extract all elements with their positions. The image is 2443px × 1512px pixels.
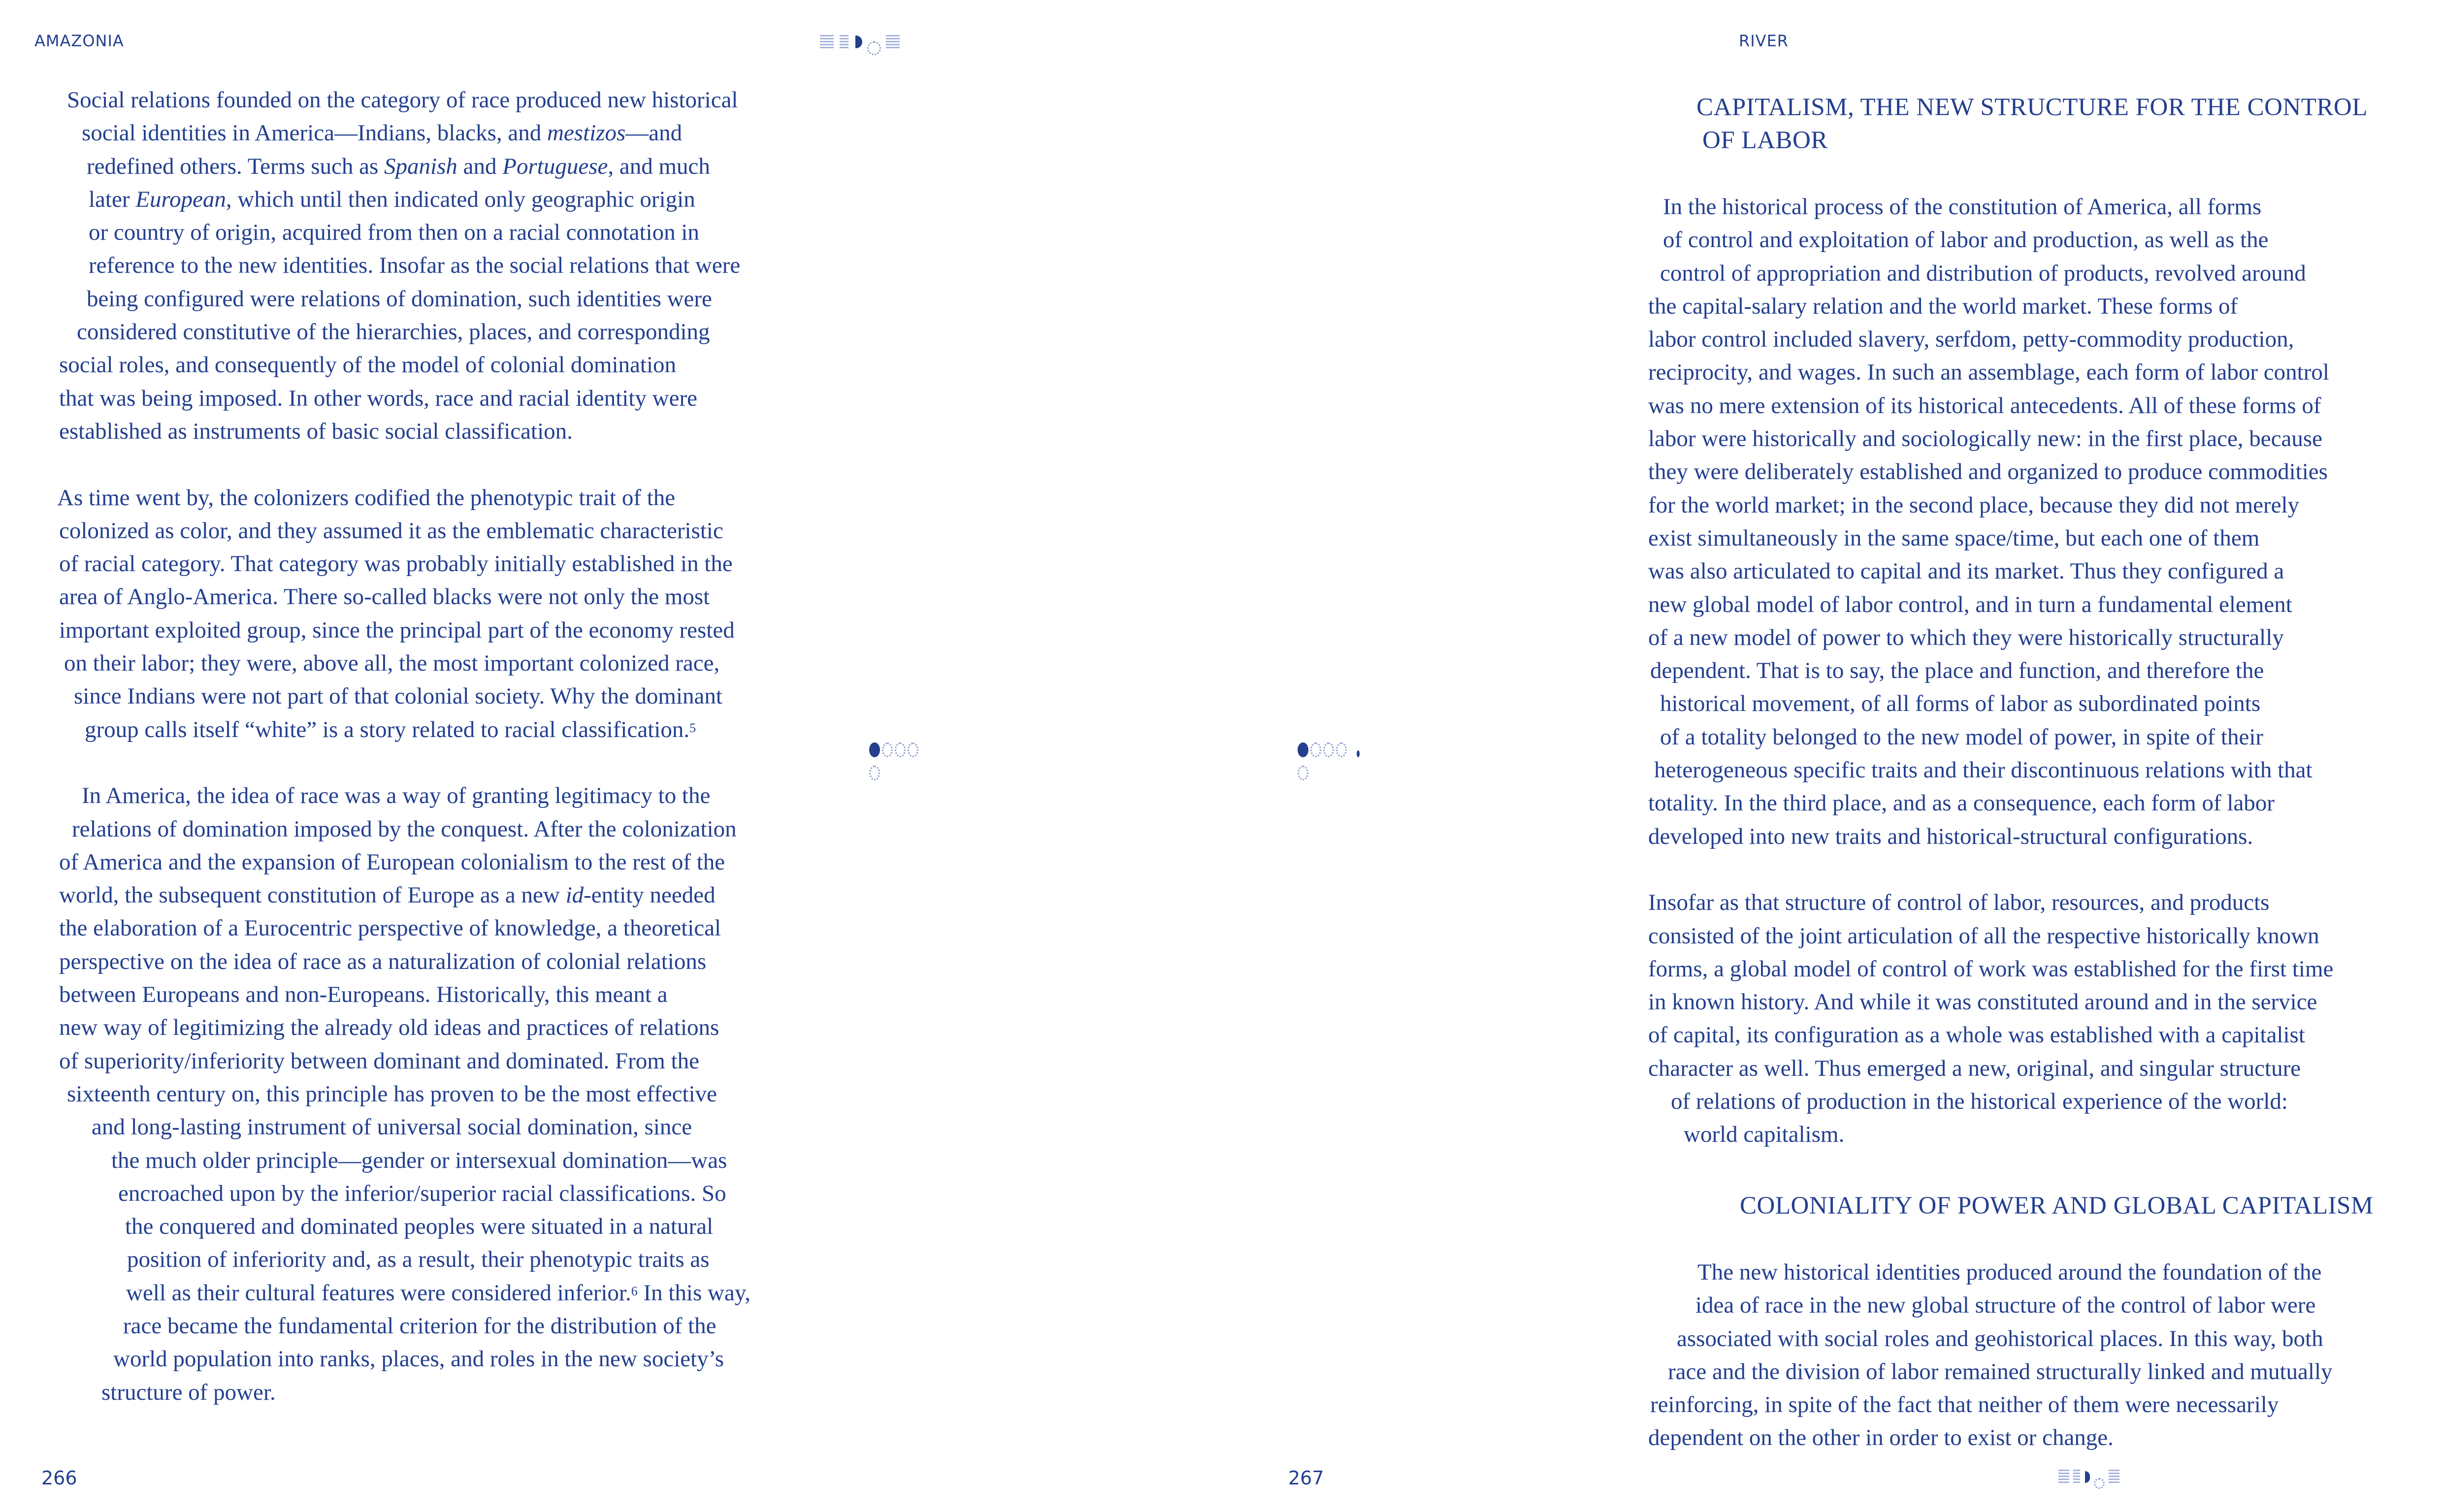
section-heading-coloniality	[1222, 1190, 2374, 1222]
text-line: The new historical identities produced around the foundation of the	[1697, 1259, 2322, 1285]
text-line: or country of origin, acquired from then on a racial connotation in	[89, 220, 699, 246]
text-line: sixteenth century on, this principle has proven to be the most effective	[67, 1081, 717, 1107]
text-line: heterogeneous specific traits and their discontinuous relations with that	[1654, 757, 2313, 783]
text-line: well as their cultural features were considered inferior.$^6$ In this way,	[126, 1280, 751, 1306]
text-line: new global model of labor control, and in turn a fundamental element	[1648, 591, 2292, 617]
right-body-text-2	[1222, 1256, 2333, 1455]
text-line: of capital, its configuration as a whole was established with a capitalist	[1648, 1022, 2305, 1048]
text-line: was no mere extension of its historical antecedents. All of these forms of	[1648, 392, 2321, 418]
text-line: encroached upon by the inferior/superior racial classifications. So	[118, 1180, 726, 1206]
text-line: in known history. And while it was constituted around and in the service	[1648, 989, 2317, 1015]
text-line: group calls itself “white” is a story related to racial classification.$^5$	[85, 716, 696, 742]
text-line: colonized as color, and they assumed it as the emblematic characteristic	[59, 517, 723, 544]
running-head-left: AMAZONIA	[34, 32, 124, 50]
paragraph-gap	[0, 746, 750, 779]
text-line: world population into ranks, places, and roles in the new society’s	[113, 1346, 724, 1372]
page-number-left: 266	[41, 1467, 77, 1489]
text-line: labor were historically and sociologically new: in the first place, because	[1648, 426, 2323, 452]
text-line: the much older principle—gender or intersexual domination—was	[111, 1147, 727, 1173]
text-line: world capitalism.	[1684, 1122, 1845, 1148]
text-line: CAPITALISM, THE NEW STRUCTURE FOR THE CONTROL	[1696, 94, 2368, 121]
margin-dot-row-left-icon	[869, 742, 918, 783]
margin-dot-row-right-icon	[1298, 742, 1360, 783]
footer-glyph-cluster-icon	[2058, 1468, 2119, 1489]
text-line: the elaboration of a Eurocentric perspective of knowledge, a theoretical	[59, 915, 721, 941]
text-line: In America, the idea of race was a way of granting legitimacy to the	[82, 783, 711, 809]
text-line: forms, a global model of control of work was established for the first time	[1648, 956, 2334, 982]
text-line: race became the fundamental criterion for the distribution of the	[123, 1313, 717, 1339]
text-line: dependent. That is to say, the place and function, and therefore the	[1650, 658, 2264, 684]
text-line: being configured were relations of domination, such identities were	[87, 286, 712, 312]
text-line: area of Anglo-America. There so-called blacks were not only the most	[59, 584, 710, 610]
text-line: the conquered and dominated peoples were situated in a natural	[125, 1214, 714, 1240]
text-line: consisted of the joint articulation of all the respective historically known	[1648, 923, 2319, 949]
text-line: on their labor; they were, above all, the most important colonized race,	[64, 650, 720, 676]
right-body-text	[1222, 191, 2333, 1152]
text-line: of superiority/inferiority between dominant and dominated. From the	[59, 1048, 700, 1074]
text-line: perspective on the idea of race as a naturalization of colonial relations	[59, 948, 707, 974]
text-line: exist simultaneously in the same space/time, but each one of them	[1648, 525, 2260, 551]
text-line: As time went by, the colonizers codified the phenotypic trait of the	[57, 484, 676, 511]
text-line: COLONIALITY OF POWER AND GLOBAL CAPITALISM	[1740, 1192, 2374, 1220]
text-line: OF LABOR	[1702, 127, 1828, 155]
text-line: later European, which until then indicated only geographic origin	[89, 186, 695, 212]
text-line: social identities in America—Indians, blacks, and mestizos—and	[82, 120, 683, 146]
text-line: control of appropriation and distribution of products, revolved around	[1660, 260, 2306, 286]
text-line: reciprocity, and wages. In such an assemblage, each form of labor control	[1648, 359, 2329, 386]
text-line: and long-lasting instrument of universal social domination, since	[92, 1114, 692, 1140]
right-page	[1222, 0, 2443, 1512]
text-line: historical movement, of all forms of labor as subordinated points	[1660, 691, 2261, 717]
text-line: of a new model of power to which they were historically structurally	[1648, 624, 2284, 650]
text-line: reinforcing, in spite of the fact that neither of them were necessarily	[1650, 1392, 2279, 1418]
left-body-text	[0, 84, 750, 1409]
text-line: between Europeans and non-Europeans. Historically, this meant a	[59, 982, 668, 1008]
text-line: for the world market; in the second place, because they did not merely	[1648, 492, 2300, 518]
running-head-right: RIVER	[1739, 32, 1789, 50]
text-line: established as instruments of basic social classification.	[59, 418, 573, 444]
text-line: position of inferiority and, as a result, their phenotypic traits as	[127, 1247, 710, 1273]
text-line: world, the subsequent constitution of Europe as a new id-entity needed	[59, 882, 716, 908]
text-line: social roles, and consequently of the model of colonial domination	[59, 352, 677, 378]
section-heading-capitalism	[1222, 91, 2368, 158]
paragraph-gap	[1222, 853, 2333, 886]
text-line: dependent on the other in order to exist or change.	[1648, 1425, 2114, 1451]
text-line: Insofar as that structure of control of labor, resources, and products	[1648, 890, 2270, 916]
text-line: important exploited group, since the principal part of the economy rested	[59, 617, 735, 643]
text-line: of racial category. That category was probably initially established in the	[59, 551, 733, 577]
text-line: structure of power.	[101, 1379, 276, 1405]
text-line: they were deliberately established and organized to produce commodities	[1648, 459, 2328, 485]
text-line: of a totality belonged to the new model of power, in spite of their	[1660, 724, 2264, 750]
page-number-right: 267	[1288, 1467, 1324, 1489]
text-line: totality. In the third place, and as a consequence, each form of labor	[1648, 790, 2275, 816]
text-line: character as well. Thus emerged a new, original, and singular structure	[1648, 1055, 2301, 1081]
text-line: developed into new traits and historical-structural configurations.	[1648, 823, 2253, 849]
paragraph-gap	[0, 448, 750, 481]
text-line: the capital-salary relation and the world market. These forms of	[1648, 293, 2238, 319]
text-line: labor control included slavery, serfdom, petty-commodity production,	[1648, 326, 2294, 353]
text-line: Social relations founded on the category of race produced new historical	[67, 87, 738, 113]
text-line: relations of domination imposed by the conquest. After the colonization	[72, 816, 737, 842]
header-glyph-cluster-icon	[820, 33, 900, 55]
text-line: In the historical process of the constitution of America, all forms	[1663, 194, 2262, 220]
text-line: of control and exploitation of labor and production, as well as the	[1663, 227, 2269, 253]
text-line: was also articulated to capital and its market. Thus they configured a	[1648, 558, 2284, 584]
left-page	[0, 0, 1221, 1512]
text-line: redefined others. Terms such as Spanish and Portuguese, and much	[87, 153, 710, 179]
text-line: of America and the expansion of European colonialism to the rest of the	[59, 849, 725, 875]
text-line: idea of race in the new global structure of the control of labor were	[1695, 1292, 2316, 1319]
text-line: of relations of production in the historical experience of the world:	[1671, 1089, 2288, 1115]
text-line: race and the division of labor remained structurally linked and mutually	[1668, 1358, 2333, 1384]
text-line: reference to the new identities. Insofar as the social relations that were	[89, 253, 741, 279]
text-line: considered constitutive of the hierarchies, places, and corresponding	[77, 319, 710, 345]
text-line: since Indians were not part of that colonial society. Why the dominant	[74, 683, 722, 709]
text-line: that was being imposed. In other words, race and racial identity were	[59, 385, 697, 411]
text-line: new way of legitimizing the already old ideas and practices of relations	[59, 1015, 719, 1041]
text-line: associated with social roles and geohistorical places. In this way, both	[1677, 1325, 2323, 1351]
